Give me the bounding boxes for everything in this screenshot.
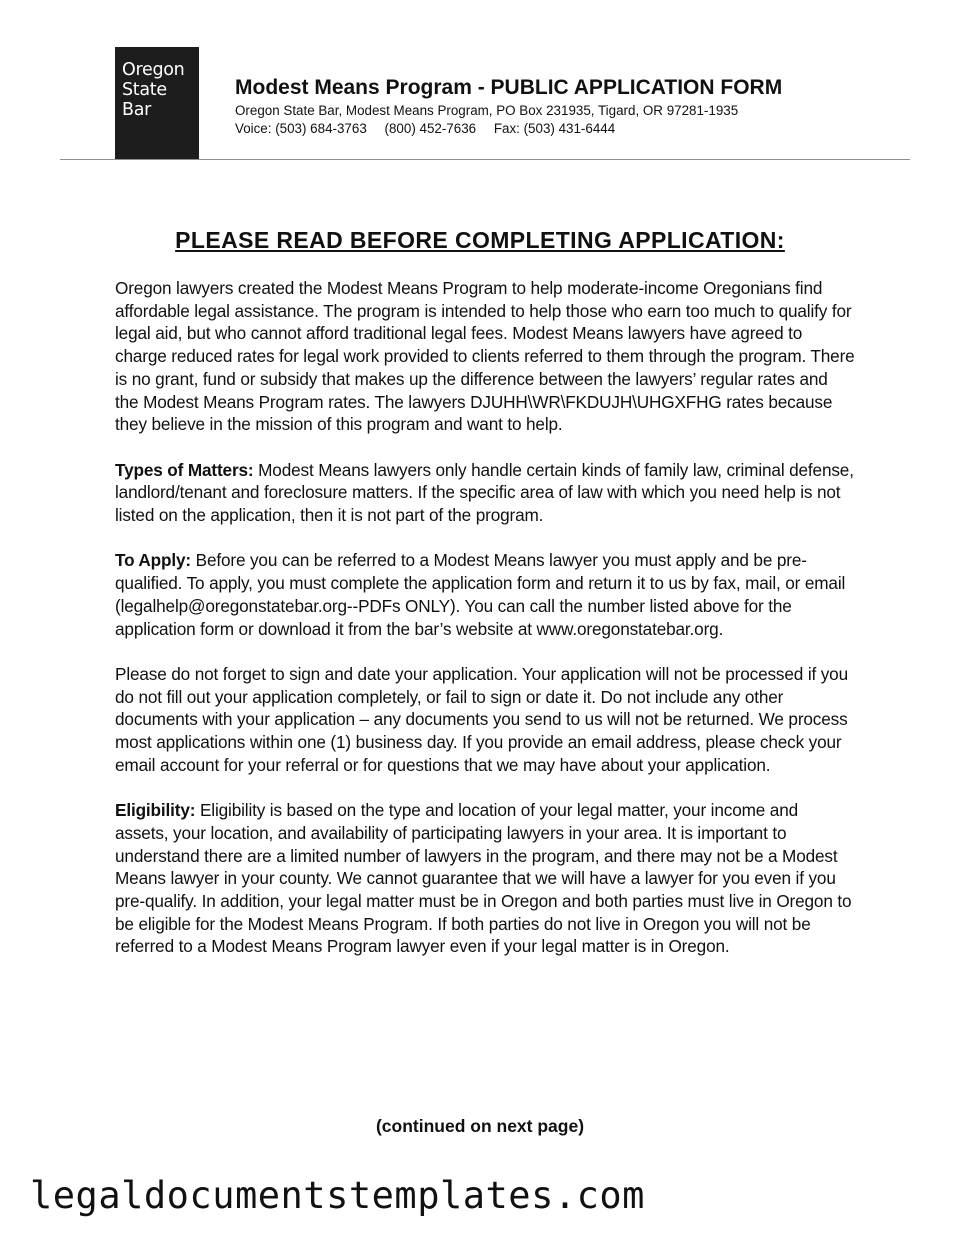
- continued-notice: (continued on next page): [375, 1116, 585, 1136]
- header-contact: [235, 120, 875, 138]
- logo-text: [122, 60, 184, 120]
- fax-number: Fax: (503) 431-6444: [493, 121, 616, 136]
- types-of-matters-paragraph: [115, 459, 855, 527]
- logo-line-oregon: Oregon: [122, 60, 185, 80]
- header-divider: [60, 159, 910, 160]
- eligibility-text: Eligibility is based on the type and location of your legal matter, your income and assets, your location, and availability of participating lawyers in your area. It is important to understand there are a limited number of lawyers in the program, and there may not be a Modest Means lawyer in your county. We cannot guarantee that we will have a lawyer for you even if you pre-qualify. In addition, your legal matter must be in Oregon and both parties must live in Oregon to be eligible for the Modest Means Program. If both parties do not live in Oregon you will not be referred to a Modest Means Program lawyer even if your legal matter is in Oregon.: [115, 800, 852, 957]
- instructions-body: [115, 277, 855, 981]
- form-title: Modest Means Program - PUBLIC APPLICATION FORM: [235, 76, 783, 99]
- header: [235, 76, 875, 138]
- page-heading: PLEASE READ BEFORE COMPLETING APPLICATION:: [175, 227, 785, 253]
- logo-line-bar: Bar: [122, 100, 152, 120]
- toll-free-number: (800) 452-7636: [384, 121, 477, 136]
- eligibility-paragraph: [115, 799, 855, 958]
- types-of-matters-label: Types of Matters:: [115, 459, 254, 480]
- intro-paragraph: Oregon lawyers created the Modest Means Program to help moderate-income Oregonians find affordable legal assistance. The program is intended to help those who earn too much to qualify for legal aid, but who cannot afford traditional legal fees. Modest Means lawyers have agreed to charge reduced rates for legal work provided to clients referred to them through the program. There is no grant, fund or subsidy that makes up the difference between the lawyers’ regular rates and the Modest Means Program rates. The lawyers DJUHH\WR\FKDUJH\UHGXFHG rates because they believe in the mission of this program and want to help.: [115, 278, 855, 435]
- eligibility-label: Eligibility:: [115, 800, 196, 821]
- to-apply-paragraph: [115, 549, 855, 640]
- to-apply-label: To Apply:: [115, 550, 191, 571]
- voice-number: Voice: (503) 684-3763: [235, 121, 367, 136]
- types-of-matters-text: Modest Means lawyers only handle certain kinds of family law, criminal defense, landlord/tenant and foreclosure matters. If the specific area of law with which you need help is not listed on the application, then it is not part of the program.: [115, 459, 854, 526]
- header-address: Oregon State Bar, Modest Means Program, PO Box 231935, Tigard, OR 97281-1935: [235, 103, 739, 118]
- watermark: legaldocumentstemplates.com: [30, 1174, 645, 1217]
- sign-date-paragraph: Please do not forget to sign and date your application. Your application will not be processed if you do not fill out your application completely, or fail to sign or date it. Do not include any other documents with your application – any documents you send to us will not be returned. We process most applications within one (1) business day. If you provide an email address, please check your email account for your referral or for questions that we may have about your application.: [115, 663, 849, 775]
- oregon-state-bar-logo: [115, 47, 199, 160]
- to-apply-text: Before you can be referred to a Modest Means lawyer you must apply and be pre-qualified. To apply, you must complete the application form and return it to us by fax, mail, or email (legalhelp@oregonstatebar.org--PDFs ONLY). You can call the number listed above for the application form or download it from the bar’s website at www.oregonstatebar.org.: [115, 550, 846, 639]
- logo-line-state: State: [122, 80, 167, 100]
